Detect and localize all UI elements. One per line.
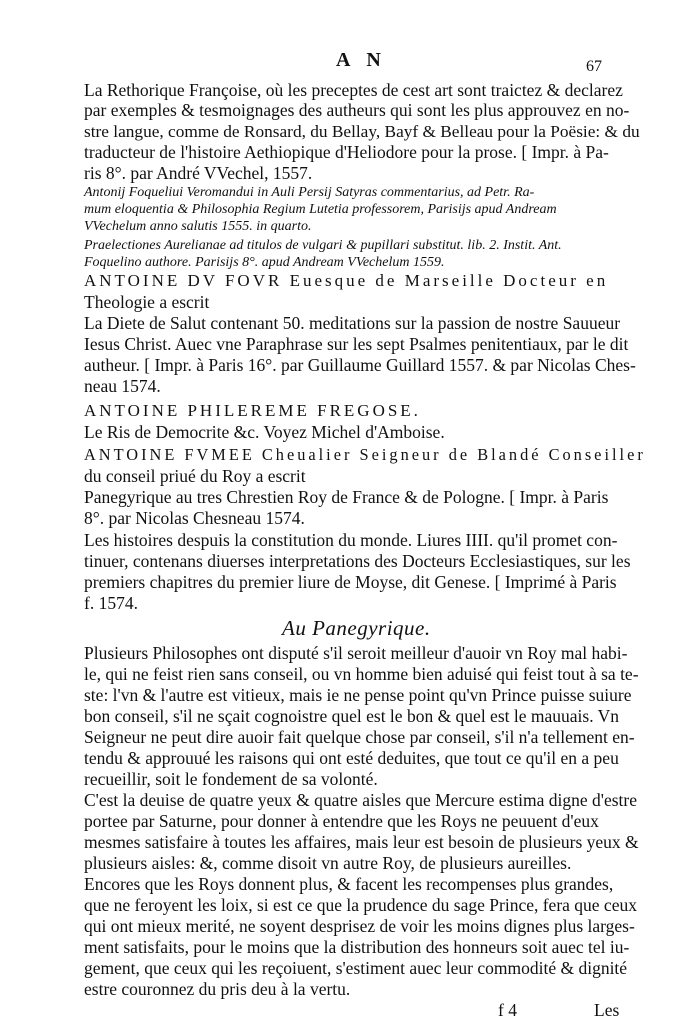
latin-entry-line: Praelectiones Aurelianae ad titulos de vulgari & pupillari substitut. lib. 2. Instit. Ant. xyxy=(84,238,562,253)
text-line: Les histoires despuis la constitution du monde. Liures IIII. qu'il promet con- xyxy=(84,530,618,550)
latin-entry-line: VVechelum anno salutis 1555. in quarto. xyxy=(84,219,312,234)
text-line: gement, que ceux qui les reçoiuent, s'estiment auec leur commodité & dignité xyxy=(84,958,628,978)
text-line: La Rethorique Françoise, où les preceptes de cest art sont traictez & declarez xyxy=(84,80,623,100)
section-subheading: Au Panegyrique. xyxy=(282,616,431,640)
text-line: tinuer, contenans diuerses interpretations des Docteurs Ecclesiastiques, sur les xyxy=(84,551,631,571)
text-line: qui ont mieux merité, ne soyent desprisez de voir les moins dignes plus larges- xyxy=(84,916,635,936)
author-heading: ANTOINE DV FOVR Euesque de Marseille Docteur en xyxy=(84,271,609,290)
text-line: que ne feroyent les loix, si est ce que la prudence du sage Prince, fera que ceux xyxy=(84,895,637,915)
text-line: Iesus Christ. Auec vne Paraphrase sur les sept Psalmes penitentiaux, par le dit xyxy=(84,334,629,354)
text-line: Encores que les Roys donnent plus, & facent les recompenses plus grandes, xyxy=(84,874,614,894)
text-line: Theologie a escrit xyxy=(84,292,210,312)
text-line: Le Ris de Democrite &c. Voyez Michel d'Amboise. xyxy=(84,422,445,442)
page-number: 67 xyxy=(586,58,602,75)
text-line: bon conseil, s'il ne sçait cognoistre quel est le bon & quel est le mauuais. Vn xyxy=(84,706,620,726)
running-head: A N xyxy=(336,49,387,71)
text-line: C'est la deuise de quatre yeux & quatre aisles que Mercure estima digne d'estre xyxy=(84,790,637,810)
text-line: tendu & approuué les raisons qui ont esté deduites, que tout ce qu'il en a peu xyxy=(84,748,619,768)
signature-mark: f 4 xyxy=(498,1000,517,1020)
text-line: ste: l'vn & l'autre est vitieux, mais ie ne pense point qu'vn Prince puisse suiure xyxy=(84,685,632,705)
text-line: recueillir, soit le fondement de sa volonté. xyxy=(84,769,378,789)
latin-entry-line: Foquelino authore. Parisijs 8°. apud Andream VVechelum 1559. xyxy=(84,255,445,270)
text-line: premiers chapitres du premier liure de Moyse, dit Genese. [ Imprimé à Paris xyxy=(84,572,617,592)
text-line: neau 1574. xyxy=(84,376,161,396)
text-line: La Diete de Salut contenant 50. meditations sur la passion de nostre Sauueur xyxy=(84,313,621,333)
text-line: stre langue, comme de Ronsard, du Bellay, Bayf & Belleau pour la Poësie: & du xyxy=(84,122,640,141)
text-line: mesmes satisfaire à toutes les affaires, mais leur est besoin de plusieurs yeux & xyxy=(84,832,639,852)
text-line: traducteur de l'histoire Aethiopique d'Heliodore pour la prose. [ Impr. à Pa- xyxy=(84,142,609,162)
text-line: f. 1574. xyxy=(84,593,138,613)
text-line: Plusieurs Philosophes ont disputé s'il seroit meilleur d'auoir vn Roy mal habi- xyxy=(84,643,628,663)
text-line: ment satisfaits, pour le moins que la distribution des honneurs soit auec tel iu- xyxy=(84,937,630,957)
text-line: du conseil priué du Roy a escrit xyxy=(84,466,306,486)
text-line: par exemples & tesmoignages des autheurs qui sont les plus approuvez en no- xyxy=(84,100,630,120)
latin-entry-line: mum eloquentia & Philosophia Regium Lutetia professorem, Parisijs apud Andream xyxy=(84,202,557,217)
text-line: portee par Saturne, pour donner à entendre que les Roys ne peuuent d'eux xyxy=(84,811,599,831)
text-line: Seigneur ne peut dire auoir fait quelque chose par conseil, s'il n'a tellement en- xyxy=(84,727,635,747)
text-line: le, qui ne feist rien sans conseil, ou vn homme bien aduisé qui feist tout à sa te- xyxy=(84,664,639,684)
text-line: autheur. [ Impr. à Paris 16°. par Guillaume Guillard 1557. & par Nicolas Ches- xyxy=(84,355,636,375)
text-line: estre couronnez du pris deu à la vertu. xyxy=(84,979,351,999)
text-line: 8°. par Nicolas Chesneau 1574. xyxy=(84,508,305,528)
latin-entry-line: Antonij Foqueliui Veromandui in Auli Persij Satyras commentarius, ad Petr. Ra- xyxy=(84,185,535,200)
author-heading: ANTOINE FVMEE Cheualier Seigneur de Blandé Conseiller xyxy=(84,445,646,464)
text-line: plusieurs aisles: &, comme disoit vn autre Roy, de plusieurs aureilles. xyxy=(84,853,572,873)
text-line: Panegyrique au tres Chrestien Roy de France & de Pologne. [ Impr. à Paris xyxy=(84,487,609,507)
author-heading: ANTOINE PHILEREME FREGOSE. xyxy=(84,401,421,420)
text-line: ris 8°. par André VVechel, 1557. xyxy=(84,163,313,183)
catchword: Les xyxy=(594,1000,620,1020)
